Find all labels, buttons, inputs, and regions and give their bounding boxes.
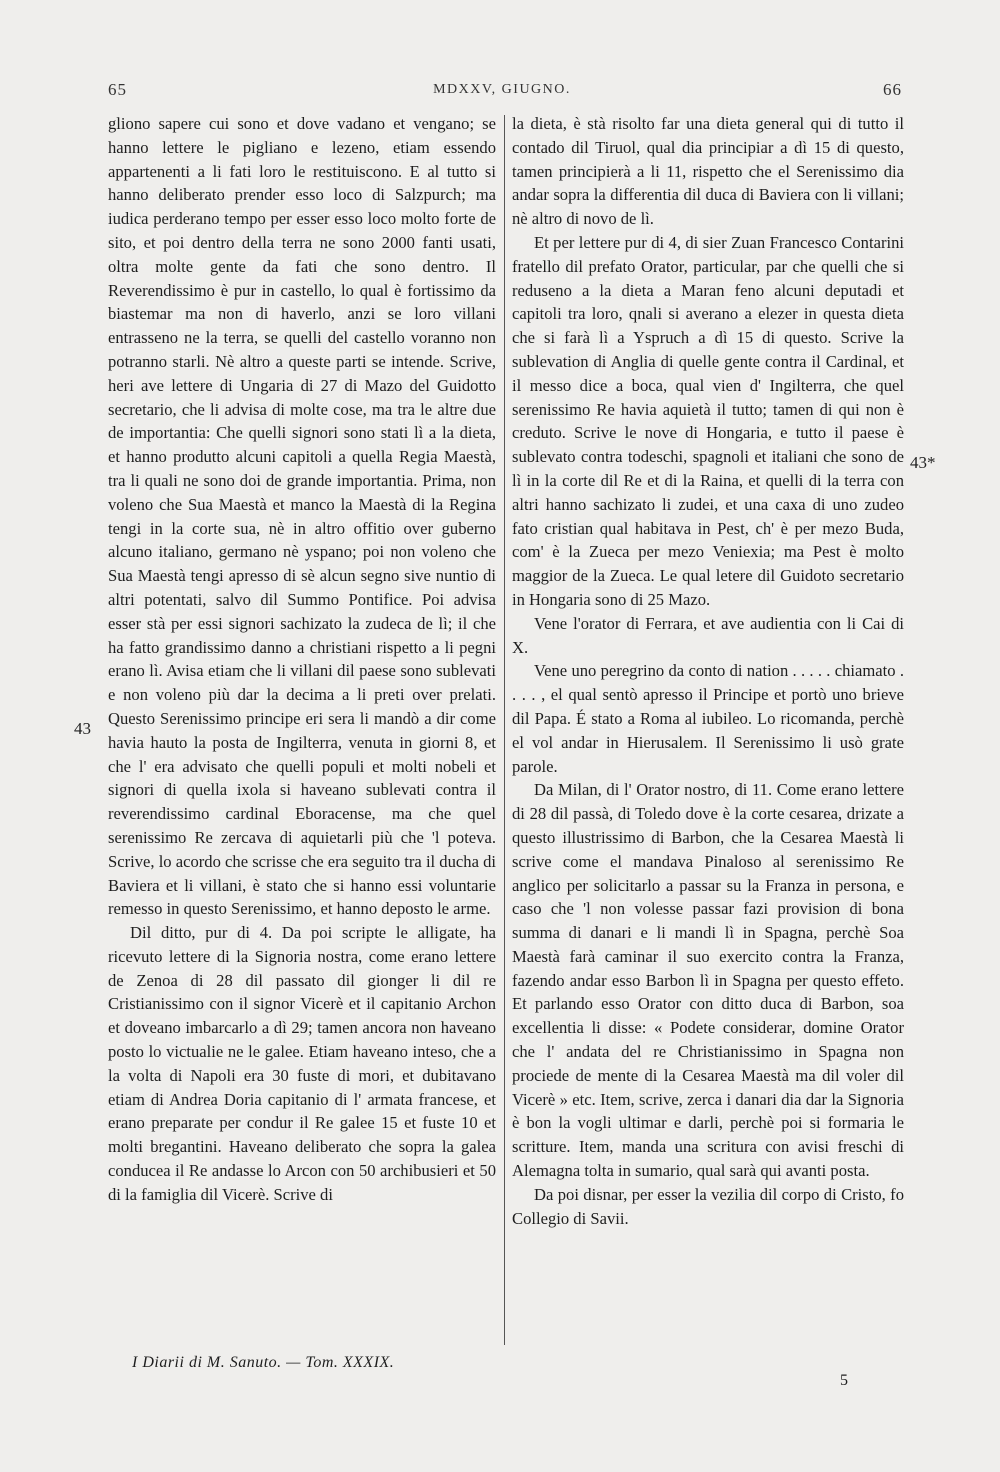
left-page-number: 65 (108, 80, 127, 99)
right-column (512, 112, 904, 1230)
right-page-number: 66 (883, 80, 902, 99)
column-divider (504, 115, 505, 1345)
margin-folio-number-left: 43 (74, 719, 91, 738)
paragraph: Da Milan, di l' Orator nostro, di 11. Come erano lettere di 28 dil passà, di Toledo dove è la corte cesarea, drizate a questo illustrissimo di Barbon, che la Cesarea Maestà li scrive come el mandava Pinaloso al serenissimo Re anglico per solicitarlo a passar su la Franza in persona, e caso che 'l non volesse passar fazi provision di bona summa di danari e li mandi lì in Spagna, perchè Soa Maestà farà caminar il suo exercito contra la Franza, fazendo andar esso Barbon lì in Spagna per questo effeto. Et parlando esso Orator con ditto duca di Barbon, soa excellentia li disse: « Podete considerar, domine Orator che l' andata del re Christianissimo in Spagna non prociede de mente di la Cesarea Maestà ma dil voler dil Vicerè » etc. Item, scrive, zerca i danari dia dar la Signoria è bon la vogli ultimar e darli, perchè poi si formaria le scritture. Item, manda una scritura con avisi freschi di Alemagna tolta in sumario, qual sarà qui avanti posta. (512, 780, 904, 1181)
paragraph: Et per lettere pur di 4, di sier Zuan Francesco Contarini fratello dil prefato Orator, particular, par che quelli che si reduseno a la dieta a Maran feno alcuni deputadi et capitoli tra loro, qnali si averano a elezer in questa dieta che si farà lì a Yspruch a dì 15 di questo. Scrive la sublevation di Anglia di quelle gente contra il Cardinal, et il messo dice a boca, qual vien d' Ingilterra, che quel serenissimo Re havia aquietà il tutto; tamen di qui non è creduto. Scrive le nove di Hongaria, e tutto il paese è sublevato contra todeschi, spagnoli et italiani che sono de lì in la corte dil Re et di la Raina, et quelli di la terra con altri hanno sachizato li zudei, et una caxa di uno zudeo fato cristian qual habitava in Pest, ch' è per mezo Buda, com' è la Zueca per mezo Veniexia; ma Pest è molto maggior de la Zueca. Le qual letere dil Guidoto secretario in Hongaria sono di 25 Mazo. (512, 232, 904, 609)
paragraph: Dil ditto, pur di 4. Da poi scripte le alligate, ha ricevuto lettere di la Signoria nostra, come erano lettere de Zenoa di 28 dil passato dil gionger li dil re Cristianissimo con il signor Vicerè et il capitanio Archon et doveano imbarcarlo a dì 29; tamen ancora non haveano posto lo victualie ne le galee. Etiam haveano inteso, che a la volta di Napoli era 30 fuste di mori, et dubitavano etiam di Andrea Doria capitanio di l' armata francese, et erano preparate per condur il Re galee 15 et fuste 10 et molti bregantini. Haveano deliberato che sopra la galea conducea il Re andasse lo Arcon con 50 archibusieri et 50 di la famiglia dil Vicerè. Scrive di (108, 923, 496, 1204)
left-column (108, 112, 496, 1207)
paragraph: Vene l'orator di Ferrara, et ave audientia con li Cai di X. (512, 613, 904, 657)
signature-mark: 5 (840, 1372, 848, 1389)
paragraph: la dieta, è stà risolto far una dieta general qui di tutto il contado dil Tiruol, qual dia principiar a dì 15 di questo, tamen principierà a li 11, rispetto che el Serenissimo dia andar sopra la differentia dil duca di Baviera con li villani; nè altro di novo de lì. (512, 114, 904, 229)
paragraph: Da poi disnar, per esser la vezilia dil corpo di Cristo, fo Collegio di Savii. (512, 1184, 904, 1228)
paragraph: gliono sapere cui sono et dove vadano et vengano; se hanno lettere le pigliano e lezeno, etiam essendo appartenenti a li fati loro le restituiscono. E al tutto si hanno deliberato prender esso loco di Salzpurch; ma iudica perderano tempo per esser esso loco molto forte de sito, et poi dentro della terra ne sono 2000 fanti usati, oltra molte gente da fati che sono dentro. Il Reverendissimo è pur in castello, lo qual è fortissimo da biastemar ma non di haverlo, anzi se loro villani entrasseno ne la terra, se quelli del castello voranno non potranno starli. Nè altro a queste parti se intende. Scrive, heri ave lettere di Ungaria di 27 di Mazo del Guidotto secretario, che li advisa di molte cose, ma tra le altre due de importantia: Che quelli signori sono stati lì a la dieta, et hanno produtto alcuni capitoli a quella Regia Maestà, tra li quali ne sono doi de grande importantia. Prima, non voleno che Sua Maestà et manco la Maestà di la Regina tengi in la corte sua, nè in altro offitio over guberno alcuno italiano, germano nè yspano; poi non voleno che Sua Maestà tengi apresso di sè alcun segno sive nuntio di altri potentati, salvo dil Summo Pontifice. Poi advisa esser stà per essi signori sachizato la zudeca de lì; il che ha fatto grandissimo danno a christiani rispetto a li pegni erano lì. Avisa etiam che li villani dil paese sono sublevati e non voleno più dar la decima a li preti over prelati. Questo Serenissimo principe eri sera li mandò a dir come havia hauto la posta de Ingilterra, venuta in giorni 8, et che l' era advisato che quelli populi et molti nobeli et signori di quella ixola si haveano sublevati contra il reverendissimo cardinal Eboracense, ma che quel serenissimo Re zercava di aquietarli più che 'l poteva. Scrive, lo acordo che scrisse che era seguito tra il ducha di Baviera et li villani, è stato che si hanno essi voluntarie remesso in questo Serenissimo, et hanno deposto le arme. (108, 114, 496, 919)
margin-folio-number-right: 43* (910, 453, 936, 472)
footer-citation: I Diarii di M. Sanuto. — Tom. XXXIX. (132, 1354, 395, 1371)
running-header (100, 80, 904, 104)
paragraph: Vene uno peregrino da conto di nation . . . . . chiamato . . . . , el qual sentò apresso il Principe et portò uno brieve dil Papa. É stato a Roma al iubileo. Lo ricomanda, perchè el vol andar in Hierusalem. Il Serenissimo li usò grate parole. (512, 661, 904, 776)
header-title: MDXXV, GIUGNO. (433, 82, 571, 97)
